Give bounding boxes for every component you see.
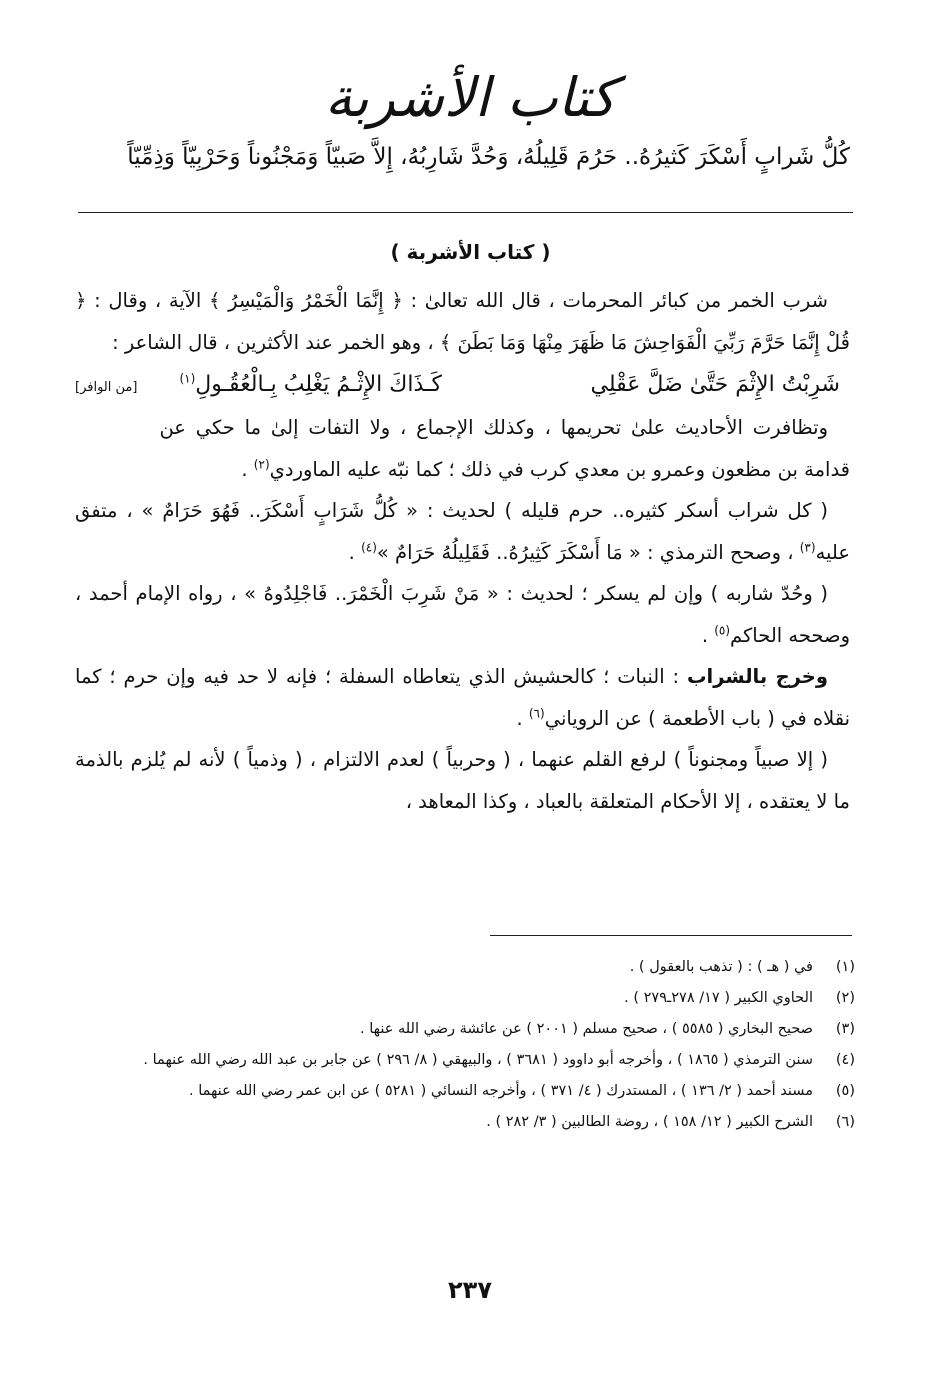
footnote-ref: (٢) (253, 457, 270, 471)
paragraph-2 (75, 407, 850, 490)
footnote-text: مسند أحمد ( ٢/ ١٣٦ ) ، المستدرك ( ٤/ ٣٧١ ) ، وأخرجه النسائي ( ٥٢٨١ ) عن ابن عمر رضي الله عنهما . (188, 1083, 813, 1099)
paragraph-4-text: ( وحُدّ شاربه ) وإن لم يسكر ؛ لحديث : « مَنْ شَرِبَ الْخَمْرَ.. فَاجْلِدُوهُ » ، رواه الإمام أحمد ، وصححه الحاكم (75, 582, 850, 647)
commentary-body (75, 280, 850, 822)
footnote (70, 952, 855, 983)
paragraph-2-text: وتظافرت الأحاديث علىٰ تحريمها ، وكذلك الإجماع ، ولا التفات إلىٰ ما حكي عن قدامة بن مظعون وعمرو بن معدي كرب في ذلك ؛ كما نبّه عليه الماوردي (159, 416, 850, 481)
footnote-text: في ( هـ ) : ( تذهب بالعقول ) . (629, 959, 813, 975)
footnote-ref: (٥) (714, 623, 731, 637)
footnote-text: سنن الترمذي ( ١٨٦٥ ) ، وأخرجه أبو داوود ( ٣٦٨١ ) ، والبيهقي ( ٨/ ٢٩٦ ) عن جابر بن عبد الله رضي الله عنهما . (143, 1052, 813, 1068)
footnote-divider (490, 935, 852, 936)
footnote-number: (٢) (835, 990, 855, 1006)
paragraph-6 (75, 739, 850, 822)
poem-second-hemistich (179, 363, 442, 407)
footnote-text: صحيح البخاري ( ٥٥٨٥ ) ، صحيح مسلم ( ٢٠٠١ ) عن عائشة رضي الله عنها . (360, 1021, 813, 1037)
footnote-number: (١) (835, 959, 855, 975)
footnote-ref: (٣) (799, 540, 816, 554)
footnote-number: (٥) (835, 1083, 855, 1099)
footnote (70, 1045, 855, 1076)
poem-verse (159, 363, 850, 407)
paragraph-4-end: . (701, 623, 715, 647)
footnote-ref: (٦) (528, 706, 545, 720)
paragraph-5-text: : النبات ؛ كالحشيش الذي يتعاطاه السفلة ؛ فإنه لا حد فيه وإن حرم ؛ كما نقلاه في ( باب الأطعمة ) عن الروياني (75, 665, 850, 730)
footnote-number: (٤) (835, 1052, 855, 1068)
paragraph-3-text-b: ، وصحح الترمذي : « مَا أَسْكَرَ كَثِيرُهُ.. فَقَلِيلُهُ حَرَامٌ » (376, 540, 800, 564)
paragraph-3 (75, 490, 850, 573)
paragraph-6-text: ( إلا صبياً ومجنوناً ) لرفع القلم عنهما ، ( وحربياً ) لعدم الالتزام ، ( وذمياً ) لأنه لم يُلزم بالذمة ما لا يعتقده ، إلا الأحكام المتعلقة بالعباد ، وكذا المعاهد ، (75, 748, 850, 813)
footnote-ref: (١) (179, 371, 196, 386)
paragraph-5 (75, 656, 850, 739)
poetic-meter-label: [من الوافر] (75, 380, 138, 395)
paragraph-1-text: شرب الخمر من كبائر المحرمات ، قال الله تعالىٰ : ﴿ إِنَّمَا الْخَمْرُ وَالْمَيْسِرُ ﴾ الآية ، وقال : ﴿ قُلْ إِنَّمَا حَرَّمَ رَبِّيَ الْفَوَاحِشَ مَا ظَهَرَ مِنْهَا وَمَا بَطَنَ ﴾ ، وهو الخمر عند الأكثرين ، قال الشاعر : (75, 289, 850, 354)
poem-first-hemistich: شَرِبْتُ الإِثْمَ حَتَّىٰ ضَلَّ عَقْلِي (590, 372, 840, 397)
header-divider (78, 212, 853, 213)
paragraph-3-end: . (348, 540, 362, 564)
footnote-number: (٦) (835, 1114, 855, 1130)
footnote (70, 983, 855, 1014)
footnote (70, 1107, 855, 1138)
page-number: ٢٣٧ (448, 1276, 492, 1304)
footnote-text: الشرح الكبير ( ١٢/ ١٥٨ ) ، روضة الطالبين ( ٣/ ٢٨٢ ) . (486, 1114, 813, 1130)
paragraph-2-end: . (241, 457, 254, 481)
footnote-ref: (٤) (361, 540, 377, 554)
section-title: ( كتاب الأشربة ) (390, 240, 551, 264)
matn-text: كُلُّ شَرابٍ أَسْكَرَ كَثيرُهُ.. حَرُمَ قَلِيلُهُ، وَحُدَّ شَارِبُهُ، إِلاَّ صَبيّاً وَمَجْنُوناً وَحَرْبِيّاً وَذِمِّيّاً (127, 144, 850, 170)
book-title: كتاب الأشربة (324, 66, 617, 129)
paragraph-5-bold: وخرج بالشراب (686, 665, 828, 688)
paragraph-4 (75, 573, 850, 656)
footnote (70, 1076, 855, 1107)
paragraph-5-end: . (516, 706, 529, 730)
footnote-text: الحاوي الكبير ( ١٧/ ٢٧٨ـ٢٧٩ ) . (624, 990, 813, 1006)
paragraph-3-text-a: ( كل شراب أسكر كثيره.. حرم قليله ) لحديث : « كُلُّ شَرَابٍ أَسْكَرَ.. فَهُوَ حَرَامٌ » ، متفق عليه (75, 499, 850, 564)
footnote (70, 1014, 855, 1045)
footnotes (70, 952, 855, 1138)
footnote-number: (٣) (835, 1021, 855, 1037)
poem-second-text: كَـذَاكَ الإِثْـمُ يَغْلِبُ بِـالْعُقُـولِ (195, 372, 442, 397)
